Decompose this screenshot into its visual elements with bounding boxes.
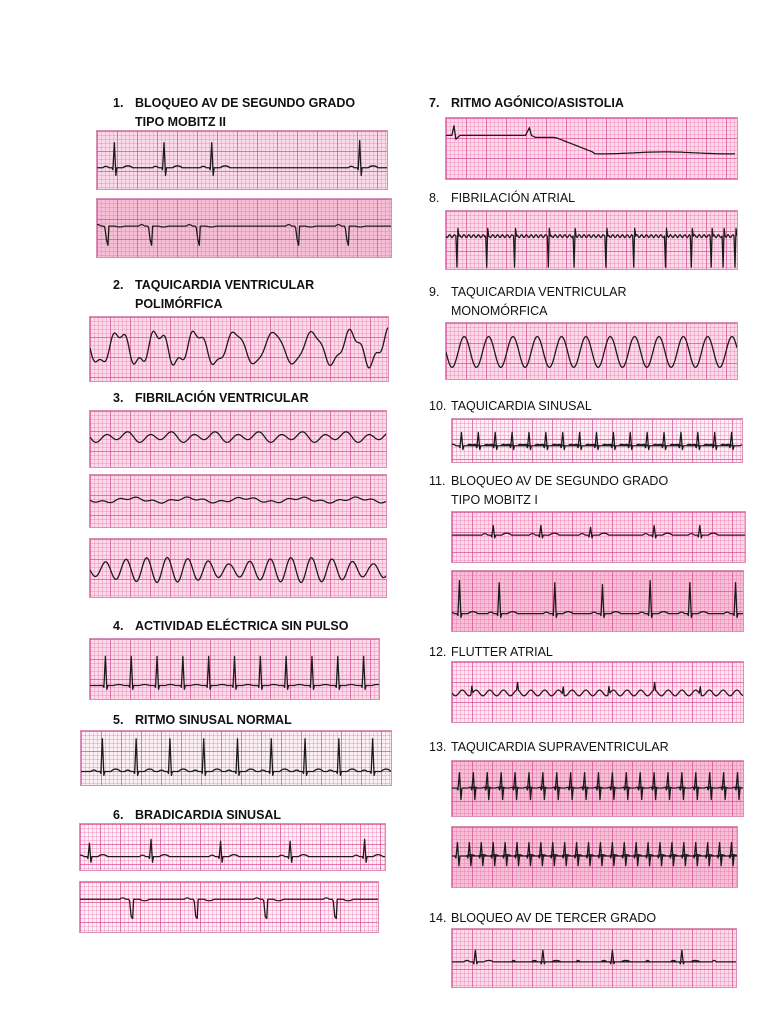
ecg-trace-line <box>452 773 743 800</box>
section-6-title: 6. BRADICARDIA SINUSAL <box>113 808 282 822</box>
ecg-trace-line <box>452 950 736 964</box>
section-1-title: 1. BLOQUEO AV DE SEGUNDO GRADO TIPO MOBITZ II <box>113 96 356 129</box>
ecg-trace-line <box>446 126 735 154</box>
ecg-strip-mobitz1-b <box>451 570 744 632</box>
ecg-strip-mobitz2-b <box>96 198 392 258</box>
ecg-trace <box>80 882 378 932</box>
ecg-strip-tsv-b <box>451 826 738 888</box>
ecg-strip-bradicardia-b <box>79 881 379 933</box>
ecg-trace <box>97 199 391 257</box>
ecg-strip-tv-monomorfica <box>445 322 738 380</box>
ecg-trace-line <box>452 525 745 538</box>
ecg-trace <box>80 824 385 870</box>
ecg-strip-taquicardia-sinusal <box>451 418 743 463</box>
section-7-title: 7. RITMO AGÓNICO/ASISTOLIA <box>429 96 624 110</box>
ecg-trace <box>452 419 742 462</box>
ecg-trace-line <box>452 432 742 449</box>
ecg-trace <box>97 131 387 189</box>
section-2-title: 2. TAQUICARDIA VENTRICULAR POLIMÓRFICA <box>113 278 315 311</box>
ecg-trace <box>452 571 743 631</box>
ecg-trace <box>90 639 379 699</box>
ecg-trace-line <box>90 497 386 503</box>
ecg-strip-fv-c <box>89 538 387 598</box>
ecg-trace-line <box>80 898 378 919</box>
ecg-trace <box>452 827 737 887</box>
ecg-trace <box>446 323 737 379</box>
ecg-strip-fv-b <box>89 474 387 528</box>
ecg-trace-line <box>90 328 388 368</box>
ecg-trace-line <box>452 842 737 865</box>
ecg-strip-sinusal-normal <box>80 730 392 786</box>
section-10-title: 10. TAQUICARDIA SINUSAL <box>429 399 592 413</box>
ecg-trace-line <box>446 228 737 267</box>
section-12-title: 12. FLUTTER ATRIAL <box>429 645 553 659</box>
ecg-strip-mobitz2-a <box>96 130 388 190</box>
ecg-trace-line <box>90 656 379 689</box>
ecg-trace-line <box>446 337 737 368</box>
ecg-trace <box>452 662 743 722</box>
ecg-strip-bloqueo-tercer-grado <box>451 928 737 988</box>
section-9-title: 9. TAQUICARDIA VENTRICULAR MONOMÓRFICA <box>429 285 627 318</box>
section-8-title: 8. FIBRILACIÓN ATRIAL <box>429 191 576 205</box>
ecg-strip-mobitz1-a <box>451 511 746 563</box>
ecg-trace <box>452 929 736 987</box>
section-11-title: 11. BLOQUEO AV DE SEGUNDO GRADO TIPO MOBITZ I <box>429 474 669 507</box>
ecg-trace <box>90 539 386 597</box>
ecg-strip-tsv-a <box>451 760 744 817</box>
ecg-trace-line <box>80 839 385 862</box>
ecg-strip-fv-a <box>89 410 387 468</box>
ecg-trace <box>446 118 737 179</box>
section-5-title: 5. RITMO SINUSAL NORMAL <box>113 713 292 727</box>
ecg-trace-line <box>452 682 743 696</box>
ecg-trace <box>81 731 391 785</box>
section-4-title: 4. ACTIVIDAD ELÉCTRICA SIN PULSO <box>113 619 349 633</box>
ecg-trace <box>90 475 386 527</box>
ecg-strip-tv-polimorfica <box>89 316 389 382</box>
ecg-trace-line <box>90 557 386 582</box>
ecg-trace <box>446 211 737 269</box>
ecg-trace-line <box>81 739 391 776</box>
ecg-strip-fibrilacion-atrial <box>445 210 738 270</box>
ecg-strip-flutter-atrial <box>451 661 744 723</box>
ecg-trace-line <box>90 432 386 443</box>
ecg-trace <box>90 411 386 467</box>
ecg-strip-asistolia <box>445 117 738 180</box>
ecg-trace <box>452 761 743 816</box>
section-3-title: 3. FIBRILACIÓN VENTRICULAR <box>113 391 309 405</box>
ecg-trace-line <box>97 141 387 176</box>
ecg-trace <box>90 317 388 381</box>
ecg-trace-line <box>452 581 743 618</box>
ecg-trace <box>452 512 745 562</box>
section-14-title: 14. BLOQUEO AV DE TERCER GRADO <box>429 911 657 925</box>
ecg-trace-line <box>97 225 391 246</box>
section-13-title: 13. TAQUICARDIA SUPRAVENTRICULAR <box>429 740 669 754</box>
ecg-strip-aesp <box>89 638 380 700</box>
ecg-strip-bradicardia-a <box>79 823 386 871</box>
